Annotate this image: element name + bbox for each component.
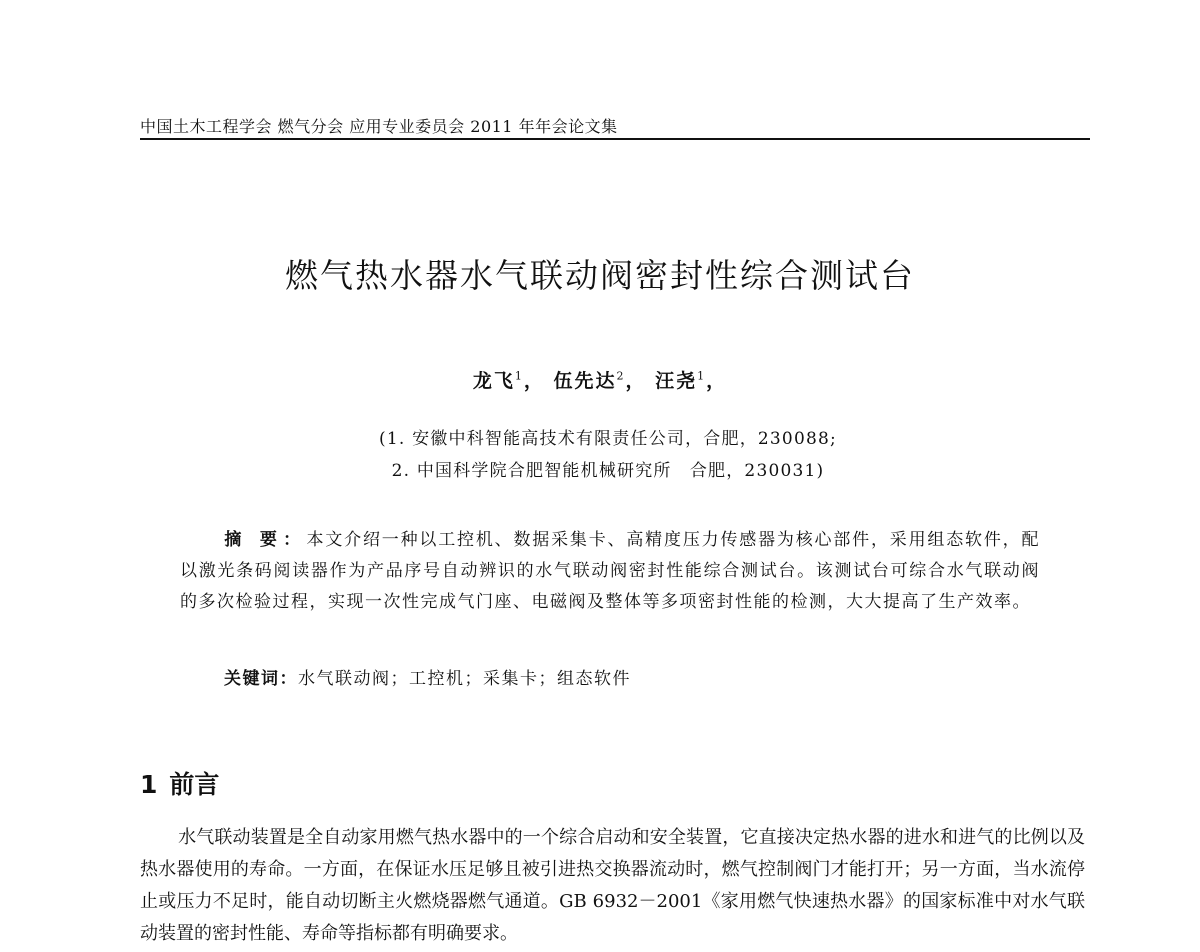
body-paragraph [140,822,1085,950]
author-affil-mark: 1 [697,369,707,383]
affiliation-2: 2. 中国科学院合肥智能机械研究所 合肥，230031) [391,461,825,481]
author-list [0,366,1200,393]
author-affil-mark: 2 [616,369,626,383]
running-header: 中国土木工程学会 燃气分会 应用专业委员会 2011 年年会论文集 [140,117,618,136]
section-heading [140,765,219,801]
keywords [224,664,1044,689]
author-separator: ， [523,370,545,392]
author-separator: ， [706,370,728,392]
keywords-text: 水气联动阀；工控机；采集卡；组态软件 [298,669,631,689]
keywords-label: 关键词： [224,669,298,689]
section-number: 1 [140,770,158,799]
author-name: 伍先达 [553,370,617,392]
author-separator: ， [625,370,647,392]
abstract-label: 摘 要： [224,530,307,550]
affiliation-1: (1. 安徽中科智能高技术有限责任公司，合肥，230088; [379,429,837,449]
abstract [180,525,1040,618]
author-name: 龙飞 [472,370,515,392]
paragraph-text: 水气联动装置是全自动家用燃气热水器中的一个综合启动和安全装置，它直接决定热水器的进水和进气的比例以及热水器使用的寿命。一方面，在保证水压足够且被引进热交换器流动时，燃气控制阀门才能打开；另一方面，当水流停止或压力不足时，能自动切断主火燃烧器燃气通道。GB 6932－2001《家用燃气快速热水器》的国家标准中对水气联动装置的密封性能、寿命等指标都有明确要求。 [140,827,1085,944]
author-name: 汪尧 [655,370,698,392]
author-affil-mark: 1 [514,369,524,383]
header-rule [140,138,1090,140]
abstract-text: 本文介绍一种以工控机、数据采集卡、高精度压力传感器为核心部件，采用组态软件，配以激光条码阅读器作为产品序号自动辨识的水气联动阀密封性能综合测试台。该测试台可综合水气联动阀的多次检验过程，实现一次性完成气门座、电磁阀及整体等多项密封性能的检测，大大提高了生产效率。 [180,530,1040,612]
section-title: 前言 [169,770,220,799]
paper-title: 燃气热水器水气联动阀密封性综合测试台 [285,256,915,295]
